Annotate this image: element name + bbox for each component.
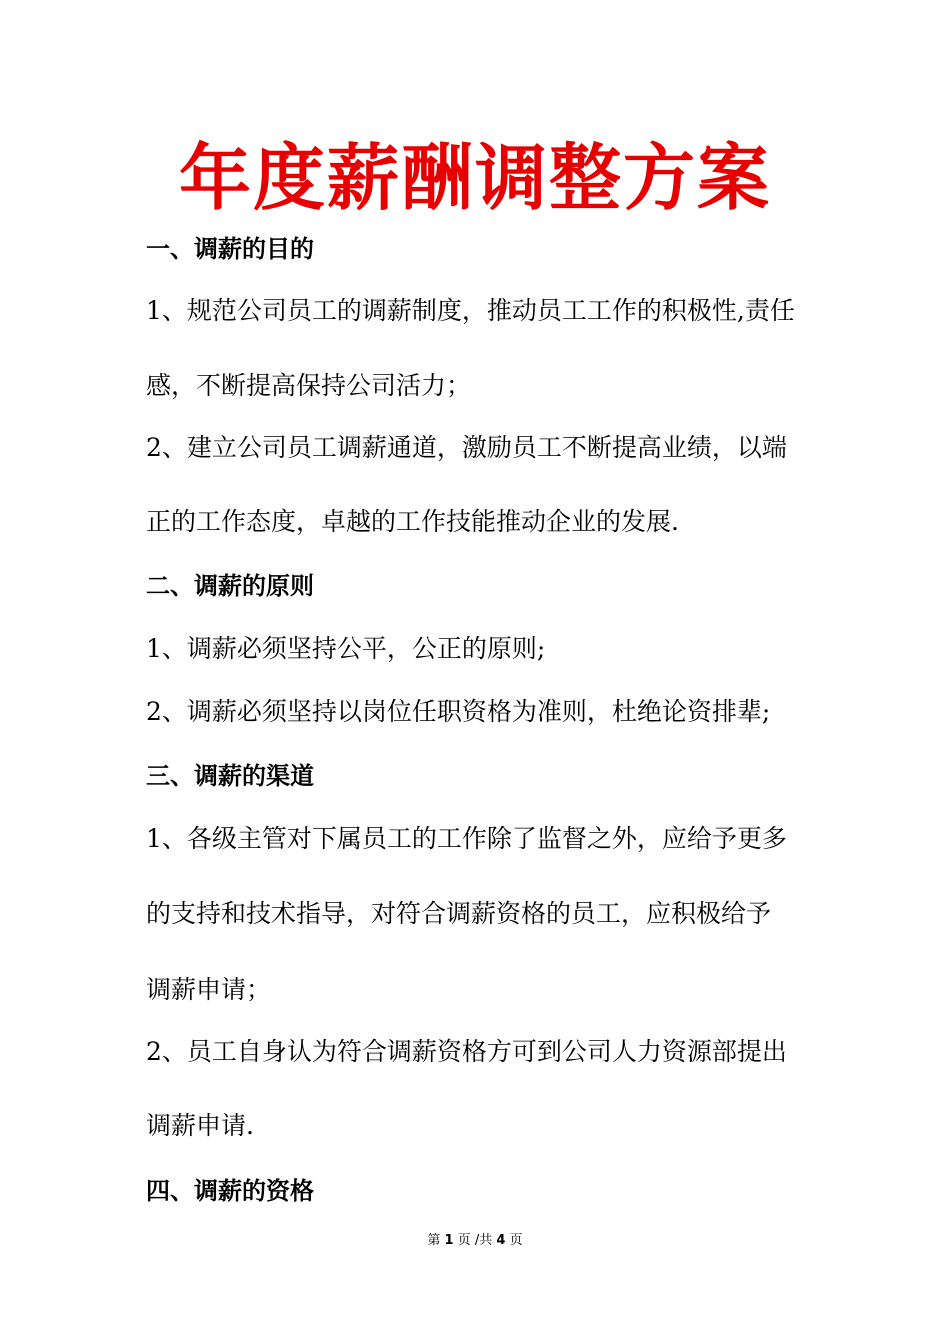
section-heading-channels: 三、调薪的渠道: [146, 762, 314, 790]
document-title: 年度薪酬调整方案: [178, 136, 771, 220]
paragraph-line: 调薪申请；: [146, 975, 272, 1004]
paragraph-line: 2、调薪必须坚持以岗位任职资格为准则，杜绝论资排辈;: [146, 697, 771, 726]
paragraph-line: 1、规范公司员工的调薪制度，推动员工工作的积极性,责任: [146, 296, 795, 325]
section-heading-principles: 二、调薪的原则: [146, 572, 314, 600]
section-heading-eligibility: 四、调薪的资格: [146, 1177, 314, 1205]
paragraph-line: 2、建立公司员工调薪通道，激励员工不断提高业绩，以端: [146, 433, 787, 462]
footer-prefix: 第: [427, 1233, 441, 1248]
paragraph-line: 1、各级主管对下属员工的工作除了监督之外，应给予更多: [146, 824, 787, 853]
footer-total-pages: 4: [496, 1233, 506, 1248]
footer-page-number: 1: [444, 1233, 454, 1248]
paragraph-line: 的支持和技术指导，对符合调薪资格的员工，应积极给予: [146, 899, 772, 928]
section-heading-purpose: 一、调薪的目的: [146, 235, 314, 263]
footer-middle: 页 /共: [457, 1233, 493, 1248]
paragraph-line: 调薪申请.: [146, 1111, 254, 1140]
paragraph-line: 2、员工自身认为符合调薪资格方可到公司人力资源部提出: [146, 1037, 787, 1066]
paragraph-line: 感，不断提高保持公司活力；: [146, 371, 472, 400]
paragraph-line: 1、调薪必须坚持公平，公正的原则;: [146, 634, 546, 663]
page-footer: [0, 1231, 950, 1251]
footer-suffix: 页: [509, 1233, 523, 1248]
paragraph-line: 正的工作态度，卓越的工作技能推动企业的发展.: [146, 507, 679, 536]
